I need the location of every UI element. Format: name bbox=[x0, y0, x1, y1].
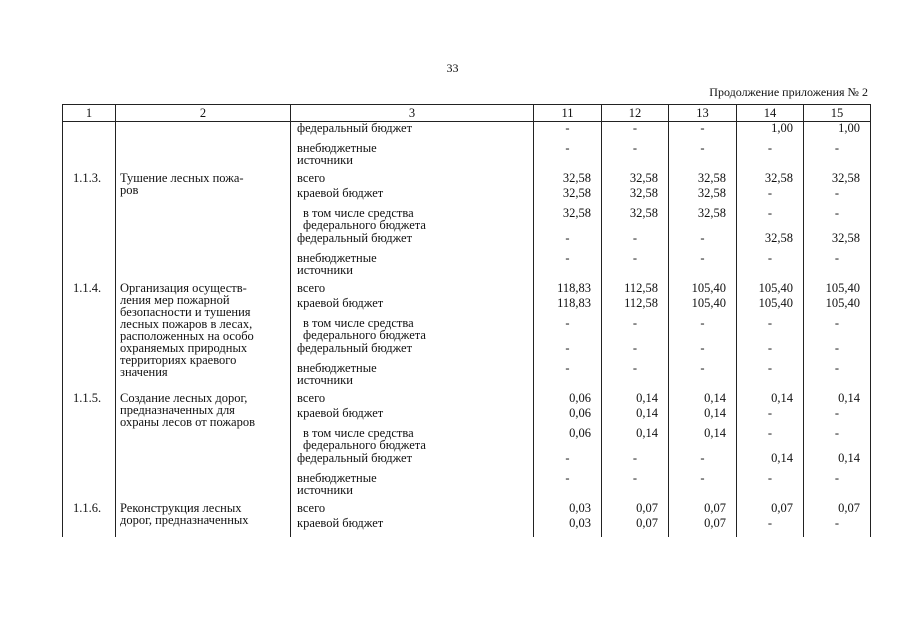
column-header-11: 11 bbox=[534, 105, 602, 122]
table-row bbox=[63, 387, 871, 407]
budget-table bbox=[62, 104, 871, 537]
funding-source bbox=[291, 472, 534, 497]
value-cell: 0,06 bbox=[534, 427, 602, 452]
funding-source-text: всего bbox=[297, 171, 326, 185]
value-cell: 32,58 bbox=[602, 187, 669, 207]
item-name-text: Организация осуществ- ления мер пожарной безопасности и тушения лесных пожаров в лесах, расположенных на особо охраняемых природных территориях краевого значения bbox=[120, 281, 254, 379]
value-cell: - bbox=[804, 472, 871, 497]
value-cell: 105,40 bbox=[804, 277, 871, 297]
value-cell: - bbox=[804, 342, 871, 362]
page-number: 33 bbox=[446, 61, 459, 75]
item-code: 1.1.6. bbox=[63, 497, 116, 537]
value-cell: 0,14 bbox=[669, 407, 737, 427]
funding-source-text: всего bbox=[297, 501, 326, 515]
column-header-12: 12 bbox=[602, 105, 669, 122]
funding-source-text: всего bbox=[297, 281, 326, 295]
value-cell: - bbox=[804, 252, 871, 277]
value-cell: - bbox=[737, 252, 804, 277]
value-cell: - bbox=[602, 142, 669, 167]
funding-source bbox=[291, 452, 534, 472]
value-cell: - bbox=[602, 122, 669, 143]
value-cell: 32,58 bbox=[737, 167, 804, 187]
value-cell: - bbox=[737, 317, 804, 342]
value-cell: - bbox=[804, 142, 871, 167]
funding-source-text: внебюджетные источники bbox=[297, 251, 377, 277]
item-name bbox=[116, 167, 291, 277]
value-cell: - bbox=[534, 252, 602, 277]
value-cell: 0,07 bbox=[669, 517, 737, 537]
funding-source-text: федеральный бюджет bbox=[297, 231, 413, 245]
funding-source-text: федеральный бюджет bbox=[297, 121, 413, 135]
table-row bbox=[63, 497, 871, 517]
value-cell: - bbox=[804, 427, 871, 452]
value-cell: 118,83 bbox=[534, 277, 602, 297]
value-cell: 32,58 bbox=[534, 207, 602, 232]
value-cell: 0,14 bbox=[602, 427, 669, 452]
value-cell: 32,58 bbox=[669, 167, 737, 187]
value-cell: 0,14 bbox=[737, 387, 804, 407]
value-cell: 32,58 bbox=[602, 207, 669, 232]
funding-source bbox=[291, 317, 534, 342]
funding-source-text: в том числе средства федерального бюджета bbox=[303, 426, 426, 452]
funding-source bbox=[291, 207, 534, 232]
column-header-1: 1 bbox=[63, 105, 116, 122]
value-cell: 1,00 bbox=[804, 122, 871, 143]
item-code: 1.1.3. bbox=[63, 167, 116, 277]
funding-source bbox=[291, 387, 534, 407]
funding-source bbox=[291, 232, 534, 252]
value-cell: 0,07 bbox=[737, 497, 804, 517]
value-cell: - bbox=[737, 342, 804, 362]
funding-source bbox=[291, 142, 534, 167]
value-cell: 0,14 bbox=[602, 407, 669, 427]
value-cell: - bbox=[602, 232, 669, 252]
funding-source-text: федеральный бюджет bbox=[297, 341, 413, 355]
value-cell: - bbox=[602, 452, 669, 472]
value-cell: - bbox=[669, 317, 737, 342]
item-name bbox=[116, 497, 291, 537]
funding-source-text: федеральный бюджет bbox=[297, 451, 413, 465]
value-cell: 105,40 bbox=[669, 297, 737, 317]
value-cell: - bbox=[669, 472, 737, 497]
value-cell: - bbox=[804, 317, 871, 342]
value-cell: - bbox=[534, 472, 602, 497]
value-cell: 105,40 bbox=[669, 277, 737, 297]
value-cell: - bbox=[669, 452, 737, 472]
value-cell: - bbox=[534, 122, 602, 143]
value-cell: 105,40 bbox=[737, 277, 804, 297]
funding-source bbox=[291, 167, 534, 187]
funding-source-text: всего bbox=[297, 391, 326, 405]
column-header-14: 14 bbox=[737, 105, 804, 122]
funding-source bbox=[291, 407, 534, 427]
item-code: 1.1.4. bbox=[63, 277, 116, 387]
value-cell: - bbox=[534, 142, 602, 167]
value-cell: 32,58 bbox=[669, 207, 737, 232]
funding-source-text: в том числе средства федерального бюджета bbox=[303, 316, 426, 342]
funding-source bbox=[291, 342, 534, 362]
value-cell: - bbox=[602, 317, 669, 342]
column-header-15: 15 bbox=[804, 105, 871, 122]
value-cell: - bbox=[804, 362, 871, 387]
value-cell: - bbox=[669, 362, 737, 387]
funding-source-text: краевой бюджет bbox=[297, 406, 384, 420]
value-cell: 32,58 bbox=[669, 187, 737, 207]
funding-source-text: краевой бюджет bbox=[297, 296, 384, 310]
value-cell: - bbox=[602, 472, 669, 497]
column-header-3: 3 bbox=[291, 105, 534, 122]
funding-source bbox=[291, 277, 534, 297]
value-cell: - bbox=[534, 452, 602, 472]
value-cell: 0,14 bbox=[804, 452, 871, 472]
value-cell: - bbox=[669, 342, 737, 362]
funding-source bbox=[291, 517, 534, 537]
funding-source bbox=[291, 497, 534, 517]
value-cell: - bbox=[669, 252, 737, 277]
value-cell: - bbox=[534, 362, 602, 387]
value-cell: - bbox=[804, 517, 871, 537]
value-cell: 105,40 bbox=[737, 297, 804, 317]
value-cell: 0,07 bbox=[602, 517, 669, 537]
value-cell: - bbox=[737, 517, 804, 537]
item-name bbox=[116, 277, 291, 387]
value-cell: 32,58 bbox=[737, 232, 804, 252]
value-cell: - bbox=[737, 427, 804, 452]
value-cell: 0,06 bbox=[534, 407, 602, 427]
item-code bbox=[63, 122, 116, 168]
column-header-13: 13 bbox=[669, 105, 737, 122]
value-cell: - bbox=[737, 472, 804, 497]
value-cell: 0,14 bbox=[737, 452, 804, 472]
funding-source-text: внебюджетные источники bbox=[297, 141, 377, 167]
value-cell: 105,40 bbox=[804, 297, 871, 317]
funding-source-text: внебюджетные источники bbox=[297, 361, 377, 387]
item-name bbox=[116, 387, 291, 497]
funding-source bbox=[291, 122, 534, 143]
value-cell: - bbox=[737, 407, 804, 427]
value-cell: 0,07 bbox=[669, 497, 737, 517]
value-cell: 112,58 bbox=[602, 297, 669, 317]
value-cell: 32,58 bbox=[534, 167, 602, 187]
table-header-row bbox=[63, 105, 871, 122]
value-cell: - bbox=[534, 317, 602, 342]
value-cell: - bbox=[534, 232, 602, 252]
value-cell: 0,14 bbox=[669, 427, 737, 452]
funding-source bbox=[291, 362, 534, 387]
item-name bbox=[116, 122, 291, 168]
continuation-label: Продолжение приложения № 2 bbox=[709, 85, 868, 99]
value-cell: - bbox=[669, 142, 737, 167]
funding-source-text: краевой бюджет bbox=[297, 186, 384, 200]
value-cell: - bbox=[669, 122, 737, 143]
value-cell: - bbox=[737, 142, 804, 167]
value-cell: - bbox=[737, 187, 804, 207]
value-cell: - bbox=[804, 187, 871, 207]
table-row bbox=[63, 277, 871, 297]
item-name-text: Тушение лесных пожа- ров bbox=[120, 171, 244, 197]
funding-source bbox=[291, 427, 534, 452]
value-cell: - bbox=[534, 342, 602, 362]
value-cell: - bbox=[602, 362, 669, 387]
funding-source-text: краевой бюджет bbox=[297, 516, 384, 530]
value-cell: 1,00 bbox=[737, 122, 804, 143]
value-cell: 112,58 bbox=[602, 277, 669, 297]
value-cell: 32,58 bbox=[534, 187, 602, 207]
value-cell: - bbox=[669, 232, 737, 252]
value-cell: 32,58 bbox=[804, 167, 871, 187]
value-cell: 0,07 bbox=[602, 497, 669, 517]
funding-source-text: внебюджетные источники bbox=[297, 471, 377, 497]
item-name-text: Создание лесных дорог, предназначенных для охраны лесов от пожаров bbox=[120, 391, 256, 429]
value-cell: - bbox=[804, 207, 871, 232]
value-cell: 118,83 bbox=[534, 297, 602, 317]
value-cell: - bbox=[737, 207, 804, 232]
funding-source bbox=[291, 252, 534, 277]
value-cell: 0,06 bbox=[534, 387, 602, 407]
value-cell: - bbox=[602, 342, 669, 362]
value-cell: 0,03 bbox=[534, 497, 602, 517]
value-cell: - bbox=[737, 362, 804, 387]
item-code: 1.1.5. bbox=[63, 387, 116, 497]
value-cell: 0,07 bbox=[804, 497, 871, 517]
funding-source-text: в том числе средства федерального бюджета bbox=[303, 206, 426, 232]
column-header-2: 2 bbox=[116, 105, 291, 122]
item-name-text: Реконструкция лесных дорог, предназначенных bbox=[120, 501, 249, 527]
value-cell: 0,14 bbox=[602, 387, 669, 407]
value-cell: 32,58 bbox=[602, 167, 669, 187]
table-row bbox=[63, 122, 871, 143]
table-row bbox=[63, 167, 871, 187]
table-body bbox=[63, 122, 871, 538]
funding-source bbox=[291, 187, 534, 207]
value-cell: - bbox=[804, 407, 871, 427]
value-cell: 0,14 bbox=[669, 387, 737, 407]
value-cell: 32,58 bbox=[804, 232, 871, 252]
value-cell: 0,14 bbox=[804, 387, 871, 407]
funding-source bbox=[291, 297, 534, 317]
value-cell: - bbox=[602, 252, 669, 277]
value-cell: 0,03 bbox=[534, 517, 602, 537]
